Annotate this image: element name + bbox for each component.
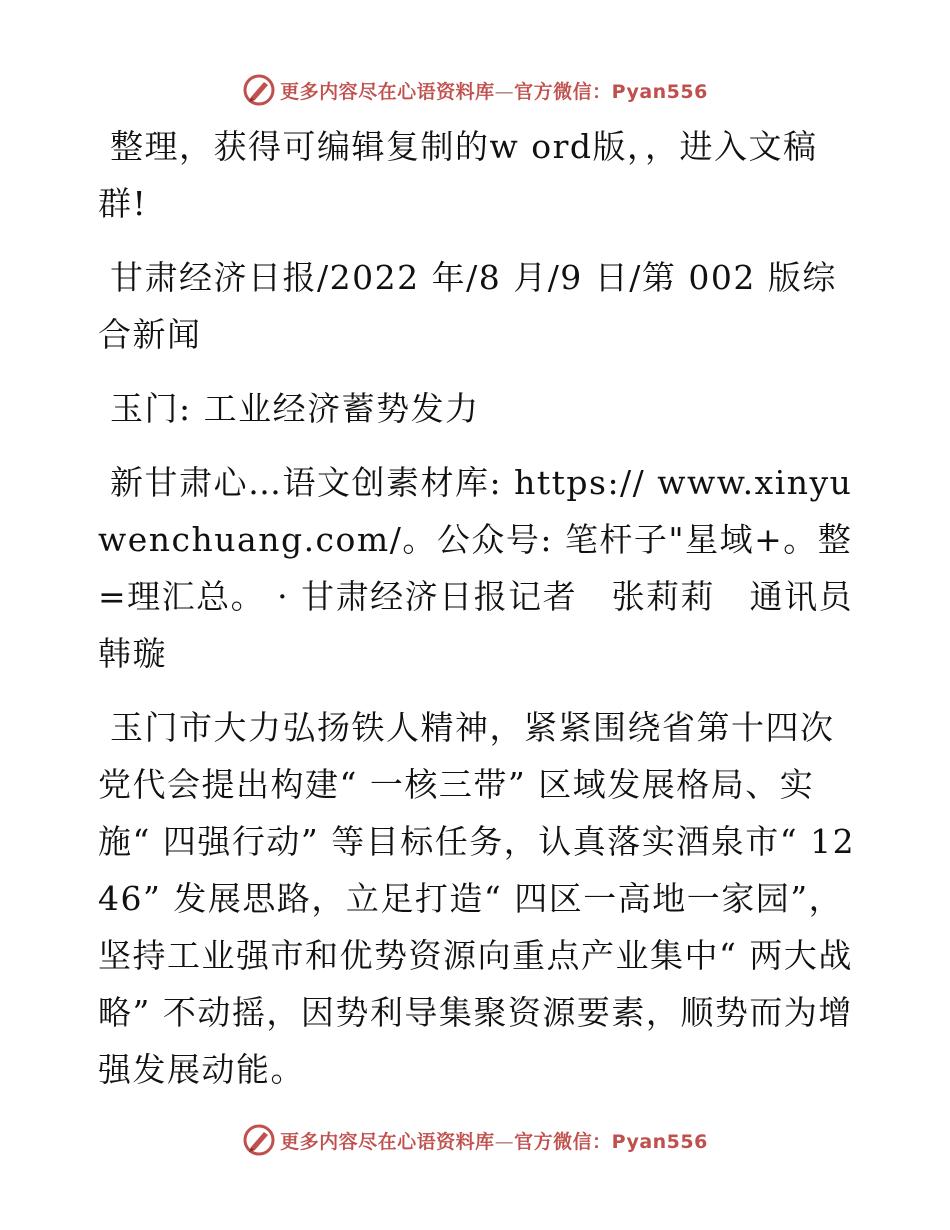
banner-wechat-id: Pyan556 (611, 1130, 708, 1153)
pen-seal-icon (242, 1123, 276, 1157)
article-title: 玉门: 工业经济蓄势发力 (110, 389, 480, 428)
banner-brand: 更多内容尽在心语资料库 (280, 1130, 495, 1153)
pen-seal-icon (242, 73, 276, 107)
header-banner (0, 70, 950, 110)
banner-text (280, 77, 708, 104)
intro-paragraph: 整理，获得可编辑复制的w ord版，，进入文稿群! (98, 127, 818, 223)
banner-separator: — (494, 80, 515, 103)
banner-separator: — (494, 1130, 515, 1153)
banner-brand: 更多内容尽在心语资料库 (280, 80, 495, 103)
source-line: 甘肃经济日报/2022 年/8 月/9 日/第 002 版综合新闻 (98, 258, 837, 354)
byline-paragraph: 新甘肃心…语文创素材库: https:// www.xinyuwenchuang.com/。公众号: 笔杆子"星域+。整=理汇总。 · 甘肃经济日报记者 张莉莉 通讯员 韩璇 (98, 463, 888, 673)
banner-wechat-label: 官方微信： (514, 80, 612, 103)
footer-banner (0, 1120, 950, 1160)
banner-wechat-label: 官方微信： (514, 1130, 612, 1153)
banner-text (280, 1127, 708, 1154)
body-paragraph: 玉门市大力弘扬铁人精神，紧紧围绕省第十四次党代会提出构建“ 一核三带” 区域发展格局、实施“ 四强行动” 等目标任务，认真落实酒泉市“ 1246” 发展思路，立足打造“ 四区一高地一家园”，坚持工业强市和优势资源向重点产业集中“ 两大战略” 不动摇，因势利导集聚资源要素，顺势而为增强发展动能。 (98, 708, 856, 1089)
document-body (98, 118, 888, 1115)
banner-wechat-id: Pyan556 (611, 80, 708, 103)
